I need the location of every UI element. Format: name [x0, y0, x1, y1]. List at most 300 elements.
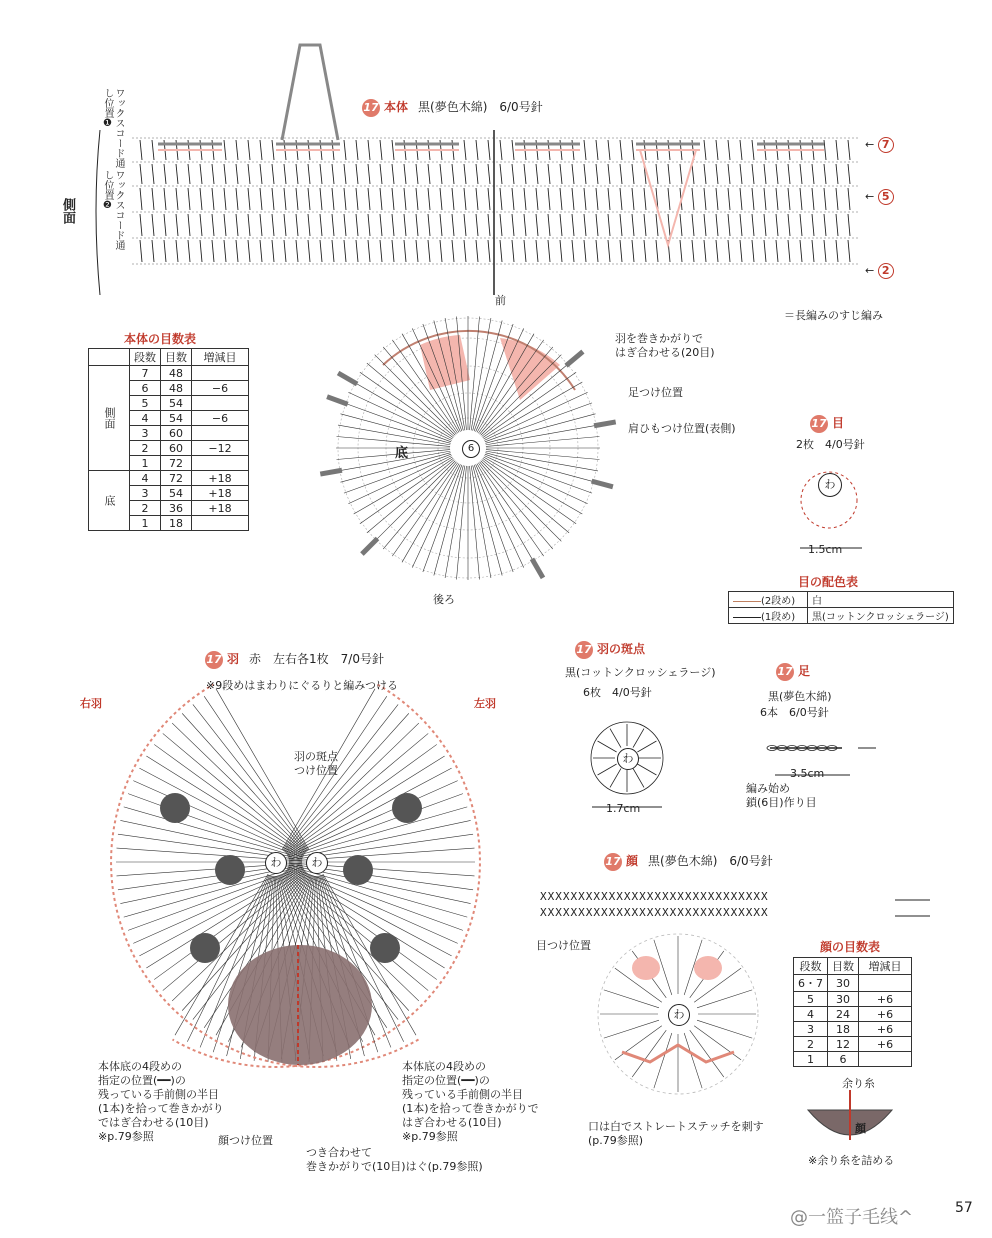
table-row: 4 24 +6 [794, 1007, 912, 1022]
stitch-symbol [848, 240, 850, 262]
stitch-symbol [812, 214, 814, 236]
stitch-symbol [392, 240, 394, 262]
stitch-symbol [380, 164, 382, 184]
stitch-symbol [368, 164, 370, 184]
stitch-symbol [478, 463, 543, 556]
stitch-symbol [188, 214, 190, 236]
stitch-symbol [752, 164, 754, 184]
stitch-symbol [392, 214, 394, 236]
stitch-symbol [332, 214, 334, 236]
stitch-symbol [716, 164, 718, 184]
stitch-symbol [704, 164, 706, 184]
stitch-symbol [164, 188, 166, 210]
pattern-number-badge: 17 [205, 651, 223, 669]
stitch-symbol [440, 240, 442, 262]
stitch-symbol [368, 214, 370, 236]
stitch-symbol [260, 140, 262, 160]
stitch-symbol [440, 188, 442, 210]
table-row: 3 60 [89, 426, 249, 441]
stitch-symbol [483, 458, 576, 523]
stitch-symbol [476, 140, 478, 160]
spot-spec-2: 6枚 4/0号針 [583, 686, 652, 699]
leg-start-note: 編み始め 鎖(6目)作り目 [746, 782, 817, 809]
stitch-symbol [500, 188, 502, 210]
stitch-symbol [596, 188, 598, 210]
face-table-title: 顔の目数表 [820, 940, 881, 954]
stitch-symbol [728, 164, 730, 184]
stitch-symbol [344, 164, 346, 184]
stitch-symbol [637, 764, 656, 775]
stitch-symbol [452, 214, 454, 236]
stitch-symbol [697, 1020, 752, 1038]
stitch-symbol [608, 240, 610, 262]
stitch-symbol [360, 458, 453, 523]
stitch-symbol [716, 240, 718, 262]
stitch-symbol [512, 188, 514, 210]
section-spec: 黒(夢色木綿) 6/0号針 [648, 854, 773, 868]
stitch-symbol [308, 164, 310, 184]
stitch-symbol [404, 214, 406, 236]
stitch-symbol [776, 240, 778, 262]
stitch-symbol [248, 188, 250, 210]
stitch-symbol [812, 164, 814, 184]
stitch-symbol [615, 1026, 662, 1060]
stitch-symbol [392, 188, 394, 210]
stitch-symbol [697, 990, 752, 1008]
placement-marker [327, 397, 348, 405]
pattern-number-badge: 17 [362, 99, 380, 117]
spot-placement [160, 793, 190, 823]
stitch-symbol [524, 214, 526, 236]
stitch-symbol [248, 164, 250, 184]
stitch-symbol [476, 214, 478, 236]
stitch-symbol [692, 214, 694, 236]
stitch-symbol [164, 240, 166, 262]
stitch-symbol [752, 214, 754, 236]
stitch-symbol [380, 188, 382, 210]
stitch-symbol [452, 164, 454, 184]
stitch-symbol [668, 188, 670, 210]
row-marker-7: ← 7 [865, 137, 898, 153]
spot-placement [343, 855, 373, 885]
stitch-symbol [536, 214, 538, 236]
stitch-symbol [368, 240, 370, 262]
stitch-symbol [548, 188, 550, 210]
stitch-symbol [633, 729, 644, 748]
stitch-symbol [704, 140, 706, 160]
table-row: 3 18 +6 [794, 1022, 912, 1037]
stitch-symbol [428, 164, 430, 184]
stitch-symbol [512, 214, 514, 236]
stitch-symbol [284, 214, 286, 236]
face-placement-shade [228, 945, 372, 1065]
body-section-title [362, 98, 543, 117]
stitch-symbol [337, 450, 451, 460]
stitch-symbol [236, 214, 238, 236]
stitch-symbol [236, 164, 238, 184]
stitch-symbol [428, 214, 430, 236]
stitch-symbol [560, 240, 562, 262]
stitch-symbol [308, 240, 310, 262]
stitch-symbol [344, 240, 346, 262]
mouth-note: 口は白でストレートステッチを刺す (p.79参照) [588, 1120, 764, 1147]
leg-size: 3.5cm [790, 767, 825, 780]
stitch-symbol [332, 240, 334, 262]
left-join-annotation: 本体底の4段めの 指定の位置(━━)の 残っている手前側の半目 (1本)を拾って巻きかがりで はぎ合わせる(10目) ※p.79参照 [402, 1060, 539, 1143]
stitch-symbol [656, 164, 658, 184]
stitch-symbol [824, 214, 826, 236]
eye-color-table-title: 目の配色表 [798, 575, 859, 589]
bottom-label: 底 [395, 446, 409, 461]
stitch-symbol [610, 729, 621, 748]
stitch-symbol [488, 240, 490, 262]
stitch-symbol [140, 188, 142, 210]
face-count-table: 段数 目数 増減目 6・7 30 5 30 +6 4 24 +6 3 18 +6 2 12 +6 1 6 [793, 957, 912, 1067]
row-marker-5: ← 5 [865, 189, 898, 205]
stitch-symbol [152, 240, 154, 262]
face-row-6: XXXXXXXXXXXXXXXXXXXXXXXXXXXXXX [540, 906, 769, 919]
stitch-symbol [488, 188, 490, 210]
stitch-symbol [140, 140, 142, 160]
spot-size: 1.7cm [606, 802, 641, 815]
stitch-symbol [272, 240, 274, 262]
stitch-symbol [260, 188, 262, 210]
stitch-symbol [380, 214, 382, 236]
stitch-symbol [440, 164, 442, 184]
stitch-symbol [572, 214, 574, 236]
stitch-symbol [584, 214, 586, 236]
stitch-symbol [284, 240, 286, 262]
stitch-symbol [764, 188, 766, 210]
stitch-symbol [644, 214, 646, 236]
stitch-symbol [287, 869, 451, 956]
stitch-symbol [368, 140, 370, 160]
stitch-symbol [272, 164, 274, 184]
strap-position-annotation: 肩ひもつけ位置(表側) [628, 422, 736, 435]
placement-marker [566, 352, 583, 366]
stitch-symbol [176, 188, 178, 210]
stitch-symbol [620, 140, 622, 160]
wax-cord-label-1: ワックスコード通し位置❶ [102, 88, 124, 168]
stitch-symbol [176, 164, 178, 184]
stitch-symbol [470, 317, 480, 431]
stitch-symbol [288, 781, 458, 857]
table-row: 側面 7 48 [89, 366, 249, 381]
stitch-symbol [644, 240, 646, 262]
stitch-symbol [694, 1026, 741, 1060]
stitch-symbol [356, 214, 358, 236]
stitch-symbol [404, 188, 406, 210]
spot-placement [190, 933, 220, 963]
stitch-symbol [464, 214, 466, 236]
placement-marker [532, 559, 543, 578]
stitch-symbol [524, 188, 526, 210]
stitch-symbol [824, 164, 826, 184]
right-wing-ring: わ [265, 852, 287, 874]
eye-section-title [810, 414, 854, 433]
spot-ring: わ [617, 748, 639, 770]
stitch-symbol [836, 140, 838, 160]
stitch-symbol [728, 214, 730, 236]
stitch-symbol [464, 188, 466, 210]
stitch-symbol [500, 240, 502, 262]
stitch-symbol [728, 188, 730, 210]
stitch-symbol [368, 188, 370, 210]
stitch-symbol [800, 240, 802, 262]
stitch-symbol [704, 188, 706, 210]
stitch-symbol [740, 140, 742, 160]
stitch-symbol [200, 240, 202, 262]
stitch-symbol [584, 164, 586, 184]
stitch-symbol [596, 240, 598, 262]
placement-marker [592, 481, 613, 487]
stitch-symbol [584, 240, 586, 262]
stitch-symbol [392, 140, 394, 160]
stitch-symbol [337, 436, 451, 446]
stitch-symbol [620, 164, 622, 184]
stitch-symbol [224, 214, 226, 236]
stitch-symbol [512, 240, 514, 262]
foot-position-annotation: 足つけ位置 [628, 386, 683, 399]
pattern-number-badge: 17 [575, 641, 593, 659]
stitch-symbol [596, 164, 598, 184]
right-join-annotation: 本体底の4段めの 指定の位置(━━)の 残っている手前側の半目 (1本)を拾って巻きかがり ではぎ合わせる(10目) ※p.79参照 [98, 1060, 224, 1143]
leg-spec-2: 6本 6/0号針 [760, 706, 829, 719]
stitch-symbol [486, 436, 600, 446]
stitch-symbol [344, 140, 346, 160]
stitch-symbol [632, 164, 634, 184]
stitch-symbol [344, 188, 346, 210]
stitch-symbol [224, 140, 226, 160]
eye-spot [694, 956, 722, 980]
section-name: 羽の斑点 [597, 642, 646, 656]
stitch-symbol [284, 713, 408, 851]
stitch-symbol [428, 240, 430, 262]
stitch-symbol [164, 164, 166, 184]
stitch-symbol [456, 466, 466, 580]
body-count-table [88, 348, 249, 531]
stitch-symbol [440, 214, 442, 236]
stitch-symbol [380, 240, 382, 262]
left-wing-label: 左羽 [474, 697, 496, 710]
section-name: 顔 [626, 854, 639, 868]
stitch-symbol [524, 164, 526, 184]
front-label: 前 [495, 294, 506, 307]
stitch-symbol [608, 164, 610, 184]
stitch-symbol [260, 240, 262, 262]
stitch-symbol [620, 214, 622, 236]
center-count: 6 [462, 440, 480, 458]
stitch-symbol [212, 188, 214, 210]
table-row: 6・7 30 [794, 975, 912, 992]
stitch-symbol [308, 188, 310, 210]
center-join-annotation: つき合わせて 巻きかがりで(10目)はぐ(p.79参照) [306, 1146, 483, 1173]
stitch-symbol [296, 164, 298, 184]
stitch-symbol [716, 188, 718, 210]
spot-placement [370, 933, 400, 963]
stitch-symbol [236, 188, 238, 210]
stitch-symbol [824, 140, 826, 160]
stitch-symbol [632, 140, 634, 160]
stitch-symbol [476, 188, 478, 210]
stitch-symbol [500, 164, 502, 184]
stitch-symbol [604, 990, 659, 1008]
strap-line [282, 45, 338, 140]
placement-marker [362, 539, 378, 555]
stitch-symbol [224, 240, 226, 262]
stitch-symbol [632, 214, 634, 236]
stitch-symbol [200, 188, 202, 210]
eye-ring: わ [818, 473, 842, 497]
stitch-symbol [788, 188, 790, 210]
stitch-symbol [212, 164, 214, 184]
stitch-symbol [416, 214, 418, 236]
right-wing-label: 右羽 [80, 697, 102, 710]
face-position-label: 顔つけ位置 [218, 1134, 273, 1147]
stitch-symbol [404, 240, 406, 262]
stitch-symbol [692, 240, 694, 262]
stitch-symbol [654, 1033, 672, 1088]
stitch-symbol [152, 140, 154, 160]
stitch-symbol [800, 164, 802, 184]
stitch-symbol [193, 704, 308, 851]
stitch-symbol [320, 164, 322, 184]
eye-position-label: 目つけ位置 [536, 939, 591, 952]
stitch-symbol [392, 164, 394, 184]
stitch-symbol [308, 214, 310, 236]
table-row: 1 18 [89, 516, 249, 531]
stitch-symbol [668, 214, 670, 236]
table-row: 5 30 +6 [794, 992, 912, 1007]
stitch-symbol [692, 164, 694, 184]
stitch-symbol [260, 214, 262, 236]
stitch-symbol [176, 214, 178, 236]
page-number: 57 [955, 1200, 973, 1216]
stitch-symbol [356, 240, 358, 262]
stitch-symbol [224, 164, 226, 184]
stitch-symbol [152, 214, 154, 236]
stitch-symbol [248, 140, 250, 160]
stitch-symbol [320, 240, 322, 262]
stuff-note: ※余り糸を詰める [808, 1154, 895, 1167]
stitch-symbol [236, 140, 238, 160]
stitch-symbol [470, 466, 480, 580]
stitch-symbol [596, 214, 598, 236]
face-ring: わ [668, 1004, 690, 1026]
stitch-symbol [356, 140, 358, 160]
spot-placement [392, 793, 422, 823]
stitch-symbol [236, 240, 238, 262]
eye-spec: 2枚 4/0号針 [796, 438, 865, 451]
stitch-symbol [800, 214, 802, 236]
section-name: 本体 [384, 100, 409, 114]
stitch-symbol [596, 140, 598, 160]
stitch-symbol [512, 140, 514, 160]
stitch-symbol [176, 240, 178, 262]
stitch-symbol [764, 240, 766, 262]
stitch-symbol [212, 214, 214, 236]
stitch-symbol [620, 240, 622, 262]
wax-cord-label-2: ワックスコード通し位置❷ [102, 170, 124, 250]
stitch-symbol [704, 240, 706, 262]
table-row: 5 54 [89, 396, 249, 411]
stitch-symbol [824, 240, 826, 262]
stitch-symbol [680, 214, 682, 236]
stitch-symbol [188, 240, 190, 262]
stitch-symbol [404, 164, 406, 184]
stitch-symbol [848, 214, 850, 236]
face-row-7: XXXXXXXXXXXXXXXXXXXXXXXXXXXXXX [540, 890, 769, 903]
stitch-symbol [788, 214, 790, 236]
stitch-symbol [752, 140, 754, 160]
stitch-symbol [133, 781, 303, 857]
placement-marker [338, 373, 357, 384]
stitch-symbol [584, 140, 586, 160]
stitch-symbol [248, 240, 250, 262]
section-name: 足 [798, 664, 811, 678]
table-row: 6 48 −6 [89, 381, 249, 396]
stitch-symbol [632, 188, 634, 210]
stitch-symbol [740, 240, 742, 262]
stitch-symbol [704, 214, 706, 236]
table-row: 4 54 −6 [89, 411, 249, 426]
stitch-symbol [320, 214, 322, 236]
stitch-symbol [140, 214, 142, 236]
stitch-symbol [296, 240, 298, 262]
spot-position-label: 羽の斑点 つけ位置 [294, 750, 338, 777]
face-section-title [604, 852, 773, 871]
stitch-symbol [776, 188, 778, 210]
stitch-symbol [296, 188, 298, 210]
left-wing-ring: わ [306, 852, 328, 874]
stitch-symbol [152, 188, 154, 210]
stitch-symbol [452, 240, 454, 262]
stitch-symbol [572, 188, 574, 210]
stitch-symbol [740, 214, 742, 236]
stitch-symbol [740, 164, 742, 184]
stitch-symbol [572, 164, 574, 184]
table-row: 底 4 72 +18 [89, 471, 249, 486]
stitch-symbol [684, 1033, 702, 1088]
stitch-symbol [812, 188, 814, 210]
stitch-symbol [716, 214, 718, 236]
leg-section-title [776, 662, 820, 681]
stitch-symbol [285, 723, 419, 852]
stitch-symbol [512, 164, 514, 184]
stitch-symbol [163, 733, 305, 853]
stitch-symbol [536, 240, 538, 262]
stitch-symbol [632, 240, 634, 262]
table-row: 1 72 [89, 456, 249, 471]
stitch-symbol [486, 450, 600, 460]
stitch-symbol [752, 240, 754, 262]
stitch-symbol [560, 188, 562, 210]
table-row: 2 12 +6 [794, 1037, 912, 1052]
stitch-symbol [836, 164, 838, 184]
stitch-symbol [476, 240, 478, 262]
face-bowl-label: 顔 [855, 1122, 866, 1135]
stitch-symbol [476, 164, 478, 184]
stitch-symbol [416, 164, 418, 184]
pattern-number-badge: 17 [810, 415, 828, 433]
stitch-symbol [620, 188, 622, 210]
stitch-symbol [224, 188, 226, 210]
stitch-symbol [500, 140, 502, 160]
stitch-symbol [200, 214, 202, 236]
stitch-symbol [598, 741, 617, 752]
stitch-symbol [212, 240, 214, 262]
leftover-yarn-label: 余り糸 [842, 1077, 875, 1090]
